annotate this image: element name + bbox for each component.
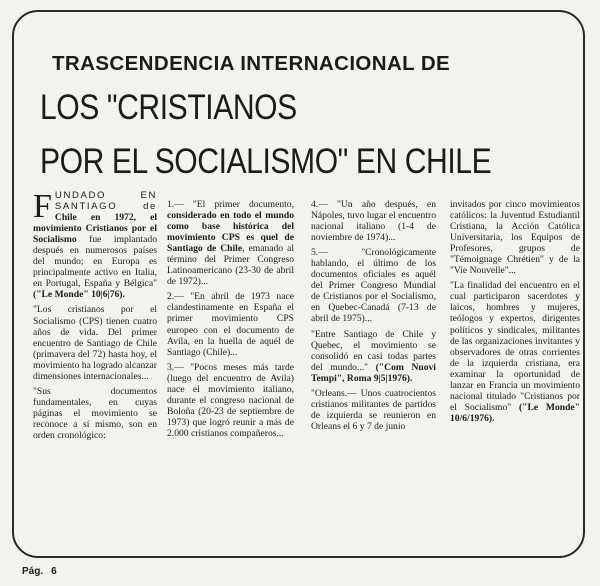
closing-source: ("Le Monde" 10/6/1976). bbox=[450, 401, 580, 424]
paragraph: "Orleans.— Unos cuatrocientos cristianos militantes de partidos de izquierda se reunieron en Orleans el 6 y 7 de junio bbox=[311, 387, 436, 432]
column-2 bbox=[167, 199, 294, 443]
lead-bold: Chile en 1972, el movimiento Cristianos por el Socialismo bbox=[33, 212, 157, 246]
lead-caps: UNDADO EN SANTIAGO de bbox=[54, 190, 157, 213]
column-1 bbox=[33, 190, 157, 445]
paragraph bbox=[311, 329, 436, 384]
quote: "Entre Santiago de Chile y Quebec, el movimiento se consolidó en casi todas partes del mundo..." bbox=[311, 328, 436, 373]
paragraph: 4.— "Un año después, en Nápoles, tuvo lugar el encuentro nacional italiano (1-4 de noviembre de 1974)... bbox=[311, 199, 436, 244]
paragraph: "Los cristianos por el Socialismo (CPS) tienen cuatro años de vida. Del primer encuentro de Santiago de Chile (primavera del 72) hasta hoy, el movimiento ha logrado alcanzar dimensiones internacionales... bbox=[33, 304, 157, 382]
item-1-rest: , emanado al término del Primer Congreso Latinoamericano (23-30 de abril de 1972)... bbox=[167, 243, 294, 288]
item-1-bold: considerado en todo el mundo como base histórica del movimiento CPS es quel de Santiago de Chile bbox=[167, 210, 294, 255]
page-label: Pág. bbox=[22, 566, 44, 577]
paragraph: 3.— "Pocos meses más tarde (luego del encuentro de Avila) nace el movimiento italiano, durante el congreso nacional de Boloña (20-23 de septiembre de 1973) que logró reunir a más de 2.000 cristianos compañeros... bbox=[167, 361, 294, 439]
paragraph: invitados por cinco movimientos católicos: la Juventud Estudiantil Cristiana, la Acción Católica Universitaria, los Equipos de Profesores, grupos de "Témoignage Chrétien" y de la "Vie Nouvelle"... bbox=[450, 199, 580, 277]
paragraph bbox=[450, 280, 580, 424]
headline-line-1: LOS "CRISTIANOS bbox=[40, 88, 297, 127]
paragraph: 2.— "En abril de 1973 nace clandestinamente en España el primer movimiento CPS europeo con el documento de Avila, en la huella de aquél de Santiago (Chile)... bbox=[167, 291, 294, 358]
quote-source: ("Com Nuovi Tempi", Roma 9|5|1976). bbox=[311, 361, 436, 384]
paragraph: "Sus documentos fundamentales, en cuyas páginas el movimiento se reconoce a sí mismo, son en orden cronológico: bbox=[33, 385, 157, 441]
lead-paragraph bbox=[33, 190, 157, 300]
headline-line-2: POR EL SOCIALISMO" EN CHILE bbox=[40, 142, 492, 181]
lead-rest: fue implantado después en numerosos países del mundo; en Europa es principalmente activo en Italia, en Portugal, España y Bélgica" bbox=[33, 234, 157, 290]
lead-source: ("Le Monde" 10|6|76). bbox=[33, 289, 125, 301]
column-3 bbox=[311, 199, 436, 436]
item-1-intro: 1.— "El primer documento, bbox=[167, 199, 294, 210]
page-number: 6 bbox=[51, 566, 57, 577]
closing-quote: "La finalidad del encuentro en el cual participaron sacerdotes y laicos, hombres y mujeres, teólogos y expertos, dirigentes políticos y sindicales, militantes de las organizaciones invitantes y observadores de otras corrientes de la izquierda cristiana, era examinar la oportunidad de lanzar en Francia un movimiento nacional titulado "Cristianos por el Socialismo" bbox=[450, 280, 580, 413]
kicker-headline: TRASCENDENCIA INTERNACIONAL DE bbox=[52, 52, 451, 75]
paragraph bbox=[167, 199, 294, 287]
drop-cap: F bbox=[33, 188, 52, 225]
column-4 bbox=[450, 199, 580, 428]
paragraph: 5.— "Cronológicamente hablando, el último de los documentos oficiales es aquél del Primer Congreso Mundial de Cristianos por el Socialismo, en Quebec-Canadá (7-13 de abril de 1975)... bbox=[311, 247, 436, 325]
page-footer bbox=[22, 566, 65, 577]
